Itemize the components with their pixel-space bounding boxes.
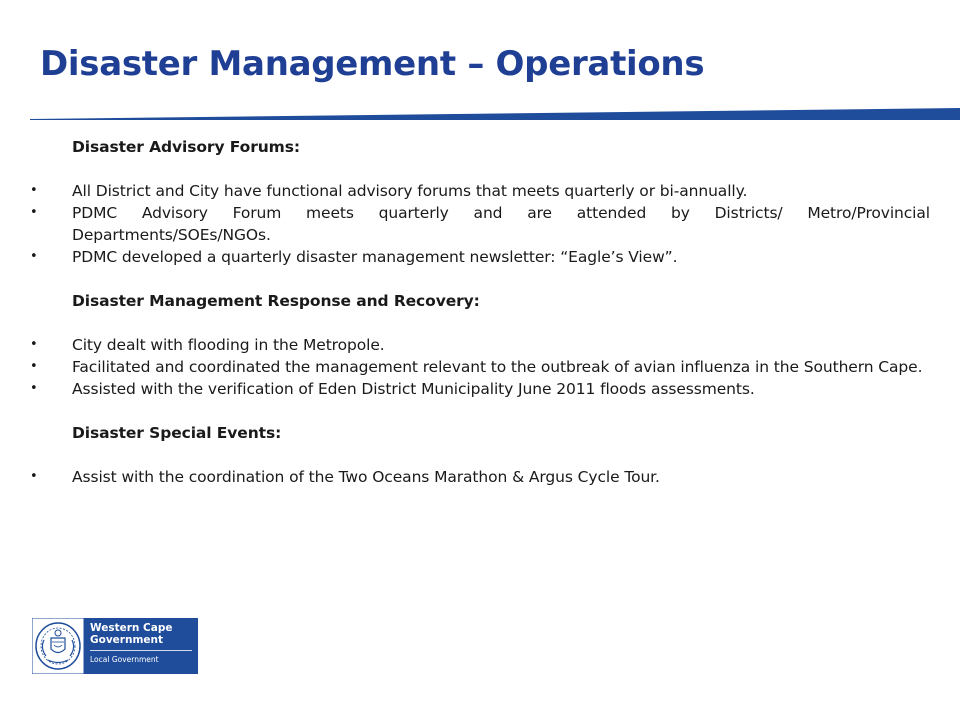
list-item bbox=[30, 378, 930, 400]
bullet-text: PDMC Advisory Forum meets quarterly and are attended by Districts/ Metro/Provincial Departments/SOEs/NGOs. bbox=[72, 204, 930, 244]
slide-title: Disaster Management – Operations bbox=[40, 44, 705, 84]
logo-line-1: Western Cape bbox=[90, 622, 173, 634]
logo-line-2: Government bbox=[90, 634, 164, 646]
western-cape-government-logo bbox=[32, 618, 198, 674]
list-item bbox=[30, 466, 930, 488]
bullet-dot-icon: • bbox=[30, 249, 38, 264]
bullet-dot-icon: • bbox=[30, 205, 38, 220]
bullet-dot-icon: • bbox=[30, 183, 38, 198]
list-item bbox=[30, 356, 930, 378]
bullet-dot-icon: • bbox=[30, 359, 38, 374]
bullet-text: Facilitated and coordinated the management relevant to the outbreak of avian influenza in the Southern Cape. bbox=[72, 358, 923, 376]
bullet-text: Assist with the coordination of the Two Oceans Marathon & Argus Cycle Tour. bbox=[72, 468, 660, 486]
bullet-dot-icon: • bbox=[30, 469, 38, 484]
list-item bbox=[30, 246, 930, 268]
logo-text-box bbox=[84, 618, 198, 674]
title-rule-graphic bbox=[30, 108, 960, 120]
bullet-dot-icon: • bbox=[30, 337, 38, 352]
bullet-text: PDMC developed a quarterly disaster management newsletter: “Eagle’s View”. bbox=[72, 248, 678, 266]
bullet-text: City dealt with flooding in the Metropole. bbox=[72, 336, 385, 354]
list-item bbox=[30, 334, 930, 356]
bullet-list-advisory-forums bbox=[30, 180, 930, 268]
slide-content bbox=[30, 136, 930, 488]
section-heading-advisory-forums: Disaster Advisory Forums: bbox=[72, 138, 300, 156]
bullet-list-special-events bbox=[30, 466, 930, 488]
bullet-list-response-recovery bbox=[30, 334, 930, 400]
title-rule bbox=[30, 108, 960, 120]
bullet-text: All District and City have functional advisory forums that meets quarterly or bi-annually. bbox=[72, 182, 748, 200]
list-item bbox=[30, 180, 930, 202]
list-item bbox=[30, 202, 930, 246]
coat-of-arms-icon bbox=[32, 618, 84, 674]
section-heading-special-events: Disaster Special Events: bbox=[72, 424, 282, 442]
bullet-dot-icon: • bbox=[30, 381, 38, 396]
section-heading-response-recovery: Disaster Management Response and Recovery: bbox=[72, 292, 480, 310]
bullet-text: Assisted with the verification of Eden District Municipality June 2011 floods assessments. bbox=[72, 380, 755, 398]
logo-divider bbox=[90, 650, 192, 651]
logo-subtitle: Local Government bbox=[90, 655, 159, 664]
